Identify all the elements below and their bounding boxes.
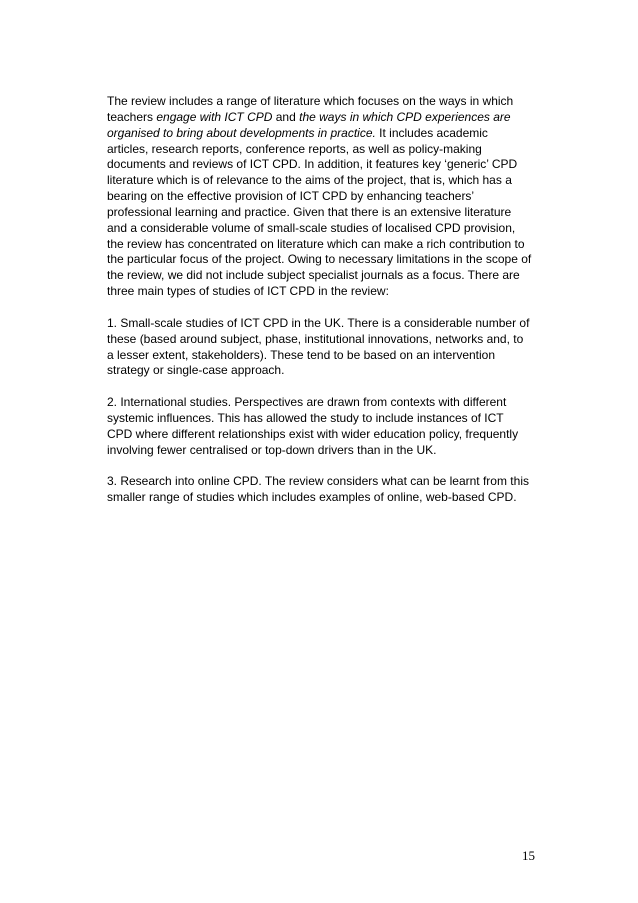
- intro-text-3: It includes academic articles, research reports, conference reports, as well as policy-making documents and reviews of ICT CPD. In addition, it features key ‘generic’ CPD literature which is of relevance to the aims of the project, that is, which has a bearing on the effective provision of ICT CPD by enhancing teachers’ professional learning and practice. Given that there is an extensive literature and a considerable volume of small-scale studies of localised CPD provision, the review has concentrated on literature which can make a rich contribution to the particular focus of the project. Owing to necessary limitations in the scope of the review, we did not include subject specialist journals as a focus. There are three main types of studies of ICT CPD in the review:: [107, 125, 532, 299]
- intro-emphasis-1: engage with ICT CPD: [156, 109, 273, 124]
- intro-text-1: The review includes a range of literature which focuses on the ways in which teachers: [107, 94, 514, 124]
- list-item-international-studies: 2. International studies. Perspectives are drawn from contexts with different systemic influences. This has allowed the study to include instances of ICT CPD where different relationships exist with wider education policy, frequently involving fewer centralised or top-down drivers than in the UK.: [107, 395, 519, 457]
- intro-emphasis-2: the ways in which CPD experiences are organised to bring about developments in practice.: [107, 109, 511, 140]
- list-item-online-cpd: 3. Research into online CPD. The review considers what can be learnt from this smaller range of studies which includes examples of online, web-based CPD.: [107, 474, 529, 505]
- intro-paragraph: [107, 94, 532, 300]
- body-text: [107, 94, 532, 506]
- list-item-small-scale-studies: 1. Small-scale studies of ICT CPD in the UK. There is a considerable number of these (based around subject, phase, institutional innovations, networks and, to a lesser extent, stakeholders). These tend to be based on an intervention strategy or single-case approach.: [107, 315, 530, 378]
- intro-text-2: and: [272, 109, 300, 124]
- page-number: 15: [522, 848, 535, 863]
